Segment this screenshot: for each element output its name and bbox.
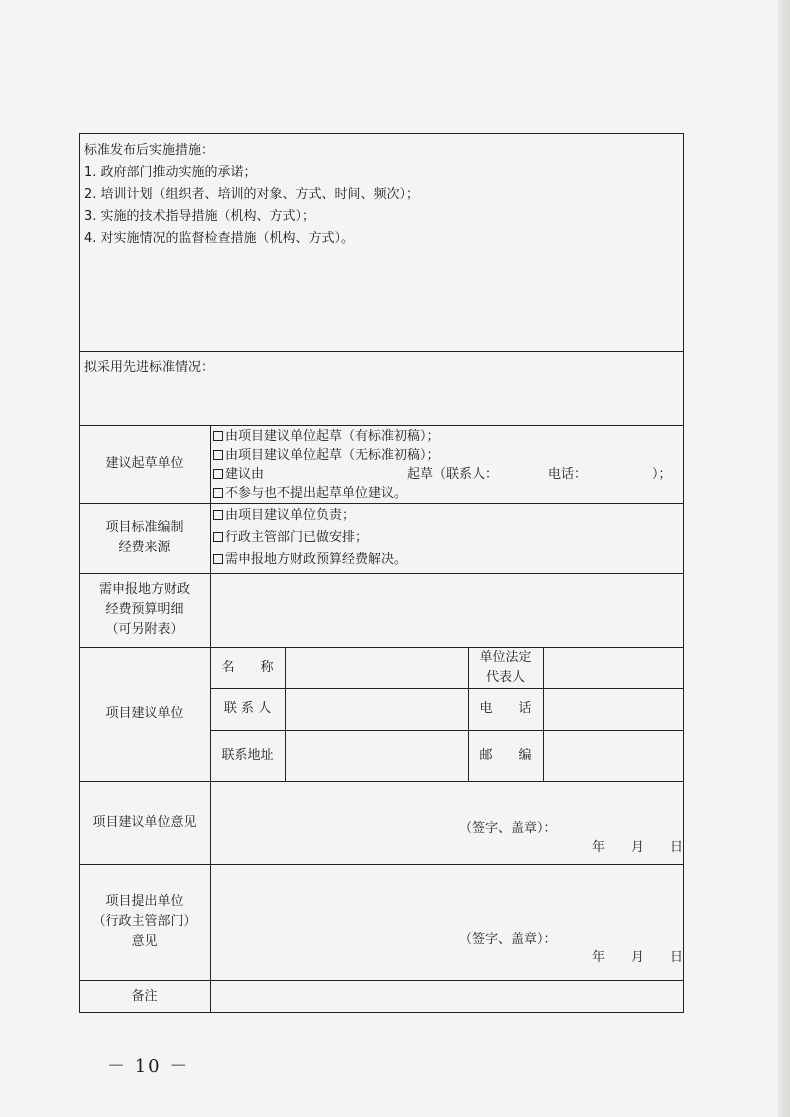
phone-label: 电 话 xyxy=(479,701,532,716)
legal-rep-field[interactable] xyxy=(544,648,683,687)
row-divider xyxy=(79,351,684,352)
implementation-item: 3. 实施的技术指导措施（机构、方式）； xyxy=(84,209,316,224)
drafting-option[interactable]: 不参与也不提出起草单位建议。 xyxy=(213,484,407,504)
name-label: 名 称 xyxy=(221,659,274,675)
remarks-field[interactable] xyxy=(211,981,683,1012)
funding-option[interactable]: 行政主管部门已做安排； xyxy=(213,528,368,548)
implementation-item: 2. 培训计划（组织者、培训的对象、方式、时间、频次）； xyxy=(84,187,420,202)
funding-source-label: 项目标准编制 经费来源 xyxy=(105,520,184,555)
date-line: 年 月 日 xyxy=(592,840,684,855)
application-form xyxy=(79,133,684,1013)
submitter-opinion-label: 项目提出单位 （行政主管部门） 意见 xyxy=(92,894,197,949)
checkbox[interactable] xyxy=(213,488,223,498)
proposer-label: 项目建议单位 xyxy=(105,706,184,721)
signature-stamp-label: （签字、盖章）： xyxy=(459,821,557,836)
implementation-item: 1. 政府部门推动实施的承诺； xyxy=(84,165,257,180)
postcode-label: 邮 编 xyxy=(479,747,532,763)
budget-detail-label: 需申报地方财政 经费预算明细 （可另附表） xyxy=(98,582,190,637)
contact-field[interactable] xyxy=(286,689,467,729)
budget-detail-field[interactable] xyxy=(211,574,683,646)
remarks-label: 备注 xyxy=(131,988,158,1004)
checkbox[interactable] xyxy=(213,532,223,542)
checkbox[interactable] xyxy=(213,450,223,460)
funding-option[interactable]: 需申报地方财政预算经费解决。 xyxy=(213,550,407,570)
checkbox[interactable] xyxy=(213,469,223,479)
checkbox[interactable] xyxy=(213,510,223,520)
implementation-heading: 标准发布后实施措施： xyxy=(84,143,215,158)
phone-field[interactable] xyxy=(544,689,683,729)
postcode-field[interactable] xyxy=(544,731,683,780)
contact-label: 联 系 人 xyxy=(223,701,272,716)
proposer-opinion-label: 项目建议单位意见 xyxy=(92,814,197,830)
date-line: 年 月 日 xyxy=(592,950,684,965)
page-edge xyxy=(778,0,790,1117)
drafting-suffix: 起草（联系人： xyxy=(407,467,499,482)
checkbox[interactable] xyxy=(213,554,223,564)
drafting-option[interactable]: 由项目建议单位起草（有标准初稿）； xyxy=(213,427,440,447)
advanced-standards-heading: 拟采用先进标准情况： xyxy=(84,360,215,375)
drafting-close: ）； xyxy=(652,467,672,482)
address-label: 联系地址 xyxy=(221,747,274,763)
drafting-option-suggest[interactable]: 建议由 xyxy=(213,465,264,485)
implementation-item: 4. 对实施情况的监督检查措施（机构、方式）。 xyxy=(84,231,355,246)
page-number: － 10 － xyxy=(107,1056,190,1077)
signature-stamp-label: （签字、盖章）： xyxy=(459,932,557,947)
legal-rep-label: 单位法定 代表人 xyxy=(479,649,532,685)
funding-option[interactable]: 由项目建议单位负责； xyxy=(213,506,355,526)
name-field[interactable] xyxy=(286,648,467,687)
drafting-option[interactable]: 由项目建议单位起草（无标准初稿）； xyxy=(213,446,440,466)
drafting-phone-label: 电话： xyxy=(548,467,588,482)
address-field[interactable] xyxy=(286,731,467,780)
checkbox[interactable] xyxy=(213,431,223,441)
drafting-unit-label: 建议起草单位 xyxy=(105,456,184,471)
